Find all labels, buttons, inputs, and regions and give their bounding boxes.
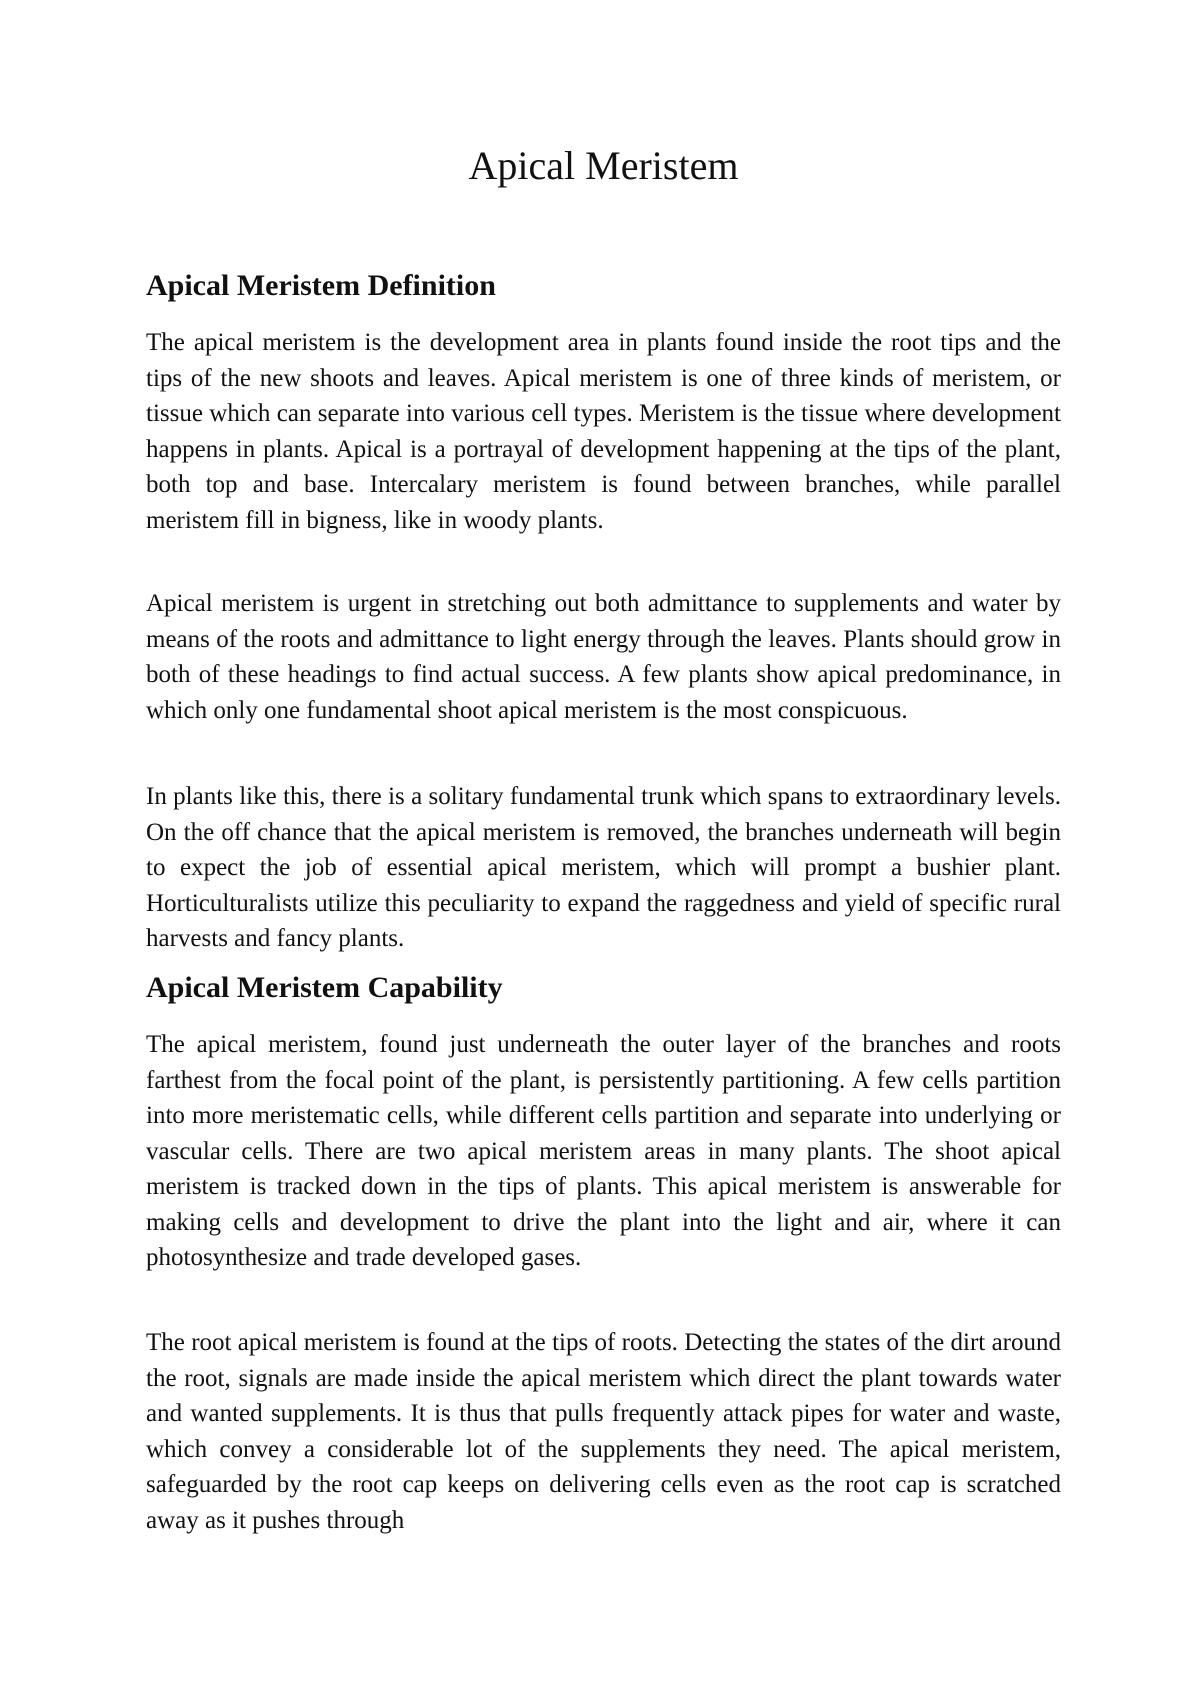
- section-heading-definition: Apical Meristem Definition: [146, 269, 496, 302]
- paragraph: The apical meristem is the development area in plants found inside the root tips and the tips of the new shoots and leaves. Apical meristem is one of three kinds of meristem, or tissue which can separate into various cell types. Meristem is the tissue where development happens in plants. Apical is a portrayal of development happening at the tips of the plant, both top and base. Intercalary meristem is found between branches, while parallel meristem fill in bigness, like in woody plants.: [146, 329, 1061, 534]
- page-title: Apical Meristem: [468, 143, 739, 188]
- paragraph: The root apical meristem is found at the tips of roots. Detecting the states of the dirt around the root, signals are made inside the apical meristem which direct the plant towards water and wanted supplements. It is thus that pulls frequently attack pipes for water and waste, which convey a considerable lot of the supplements they need. The apical meristem, safeguarded by the root cap keeps on delivering cells even as the root cap is scratched away as it pushes through: [146, 1329, 1061, 1534]
- paragraph: In plants like this, there is a solitary fundamental trunk which spans to extraordinary levels. On the off chance that the apical meristem is removed, the branches underneath will begin to expect the job of essential apical meristem, which will prompt a bushier plant. Horticulturalists utilize this peculiarity to expand the raggedness and yield of specific rural harvests and fancy plants.: [146, 783, 1061, 952]
- paragraph: Apical meristem is urgent in stretching out both admittance to supplements and water by means of the roots and admittance to light energy through the leaves. Plants should grow in both of these headings to find actual success. A few plants show apical predominance, in which only one fundamental shoot apical meristem is the most conspicuous.: [146, 590, 1061, 724]
- paragraph: The apical meristem, found just underneath the outer layer of the branches and roots farthest from the focal point of the plant, is persistently partitioning. A few cells partition into more meristematic cells, while different cells partition and separate into underlying or vascular cells. There are two apical meristem areas in many plants. The shoot apical meristem is tracked down in the tips of plants. This apical meristem is answerable for making cells and development to drive the plant into the light and air, where it can photosynthesize and trade developed gases.: [146, 1031, 1061, 1271]
- section-heading-capability: Apical Meristem Capability: [146, 971, 503, 1004]
